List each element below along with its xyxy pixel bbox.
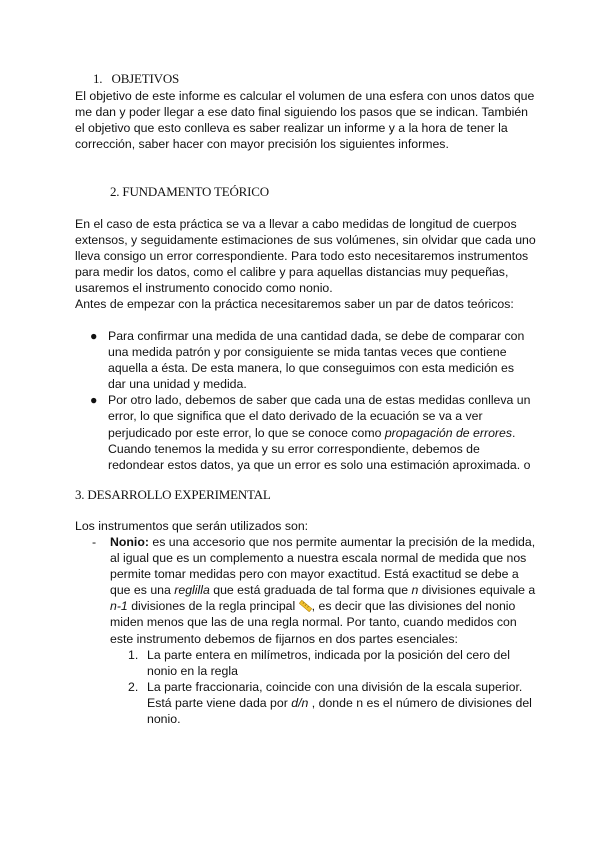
text-line: extensos, y seguidamente estimaciones de sus volúmenes, sin olvidar que cada uno [75, 233, 536, 248]
text-line: nonio. [147, 712, 181, 727]
text-run: perjudicado por este error, lo que se conoce como [108, 425, 385, 440]
text-line: Antes de empezar con la práctica necesitaremos saber un par de datos teóricos: [75, 297, 514, 312]
text-line: lleva consigo un error correspondiente. Para todo esto necesitaremos instrumentos [75, 249, 529, 264]
text-run: es una accesorio que nos permite aumentar la precisión de la medida, [148, 535, 536, 549]
text-line: aquella a ésta. De esta manera, lo que conseguimos con esta medición es [108, 361, 515, 376]
text-line: El objetivo de este informe es calcular el volumen de una esfera con unos datos que [75, 89, 535, 103]
list-item [128, 647, 532, 679]
bullet-icon: ● [90, 393, 98, 408]
section-heading-objetivos [93, 71, 179, 87]
text-line: nonio en la regla [147, 663, 238, 678]
text-line: error, lo que significa que el dato derivado de la ecuación se va a ver [108, 409, 483, 424]
text-run: , es decir que las divisiones del nonio [311, 599, 516, 614]
section-title: FUNDAMENTO TEÓRICO [122, 184, 269, 199]
section-heading-desarrollo [75, 487, 271, 503]
paragraph-objetivos [75, 88, 535, 152]
text-run: que es una [110, 583, 175, 598]
ruler-icon [299, 600, 312, 612]
text-line: La parte entera en milímetros, indicada por la posición del cero del [147, 647, 510, 662]
text-run: que está graduada de tal forma que [209, 583, 412, 598]
text-line: Para confirmar una medida de una cantidad dada, se debe de comparar con [108, 329, 525, 343]
section-title: OBJETIVOS [111, 71, 180, 86]
section-number: 1. [93, 71, 103, 86]
text-line [147, 695, 532, 711]
section-number: 3. [75, 487, 85, 502]
list-item [90, 392, 530, 472]
text-line: miden menos que las de una regla normal. Por tanto, cuando medidos con [110, 615, 517, 630]
text-line: para medir los datos, como el calibre y para aquellas distancias muy pequeñas, [75, 265, 509, 280]
list-number: 2. [128, 679, 139, 694]
bullet-list [90, 328, 530, 473]
text-line [110, 598, 532, 614]
text-line [110, 534, 536, 550]
emphasis-text: reglilla [174, 583, 210, 598]
text-line: permite tomar medidas pero con mayor exactitud. Está exactitud se debe a [110, 567, 519, 582]
text-line: al igual que es un complemento a nuestra escala normal de medida que nos [110, 551, 527, 566]
text-line: Cuando tenemos la medida y su error correspondiente, debemos de [108, 441, 480, 456]
text-run: divisiones de la regla principal [127, 599, 299, 614]
instrument-list [92, 534, 536, 727]
text-line: este instrumento debemos de fijarnos en dos partes esenciales: [110, 631, 458, 646]
numbered-list [110, 647, 532, 727]
emphasis-text: d/n [291, 695, 309, 710]
text-line: La parte fraccionaria, coincide con una división de la escala superior. [147, 679, 523, 694]
dash-bullet: - [92, 535, 97, 549]
text-line: redondear estos datos, ya que un error es solo una estimación aproximada. o [108, 457, 531, 472]
section-heading-fundamento [110, 184, 269, 200]
text-line: En el caso de esta práctica se va a llevar a cabo medidas de longitud de cuerpos [75, 217, 517, 231]
text-line [108, 425, 530, 441]
bullet-icon: ● [90, 329, 98, 343]
text-line: me dan y poder llegar a ese dato final siguiendo los pasos que se indican. También [75, 105, 529, 120]
text-line: Los instrumentos que serán utilizados son: [75, 519, 309, 533]
text-run: Está parte viene dada por [147, 695, 292, 710]
text-line [110, 582, 536, 598]
nonio-description [92, 534, 536, 727]
section-title: DESARROLLO EXPERIMENTAL [87, 487, 271, 502]
text-line: Por otro lado, debemos de saber que cada una de estas medidas conlleva un [108, 393, 531, 408]
text-run: , donde n es el número de divisiones del [308, 695, 532, 710]
list-item [128, 679, 532, 727]
paragraph-fundamento [75, 216, 535, 313]
text-line: usaremos el instrumento conocido como nonio. [75, 281, 333, 296]
section-number: 2. [110, 184, 120, 199]
emphasis-text: n [411, 583, 419, 598]
text-line: una medida patrón y por consiguiente se mida tantas veces que contiene [108, 345, 507, 360]
text-line: corrección, saber hacer con mayor precisión los siguientes informes. [75, 137, 449, 152]
list-number: 1. [128, 647, 139, 662]
paragraph-instrumentos-intro [75, 518, 535, 534]
emphasis-text: propagación de errores [384, 425, 512, 440]
text-run: divisiones equivale a [418, 583, 536, 598]
list-item-nonio [92, 534, 536, 727]
term-label: Nonio: [110, 535, 149, 549]
text-line: dar una unidad y medida. [108, 377, 247, 392]
text-line: el objetivo que esto conlleva es saber realizar un informe y a la hora de tener la [75, 121, 508, 136]
emphasis-text: n-1 [110, 599, 128, 614]
list-item [90, 328, 530, 392]
text-run: . [512, 425, 516, 440]
